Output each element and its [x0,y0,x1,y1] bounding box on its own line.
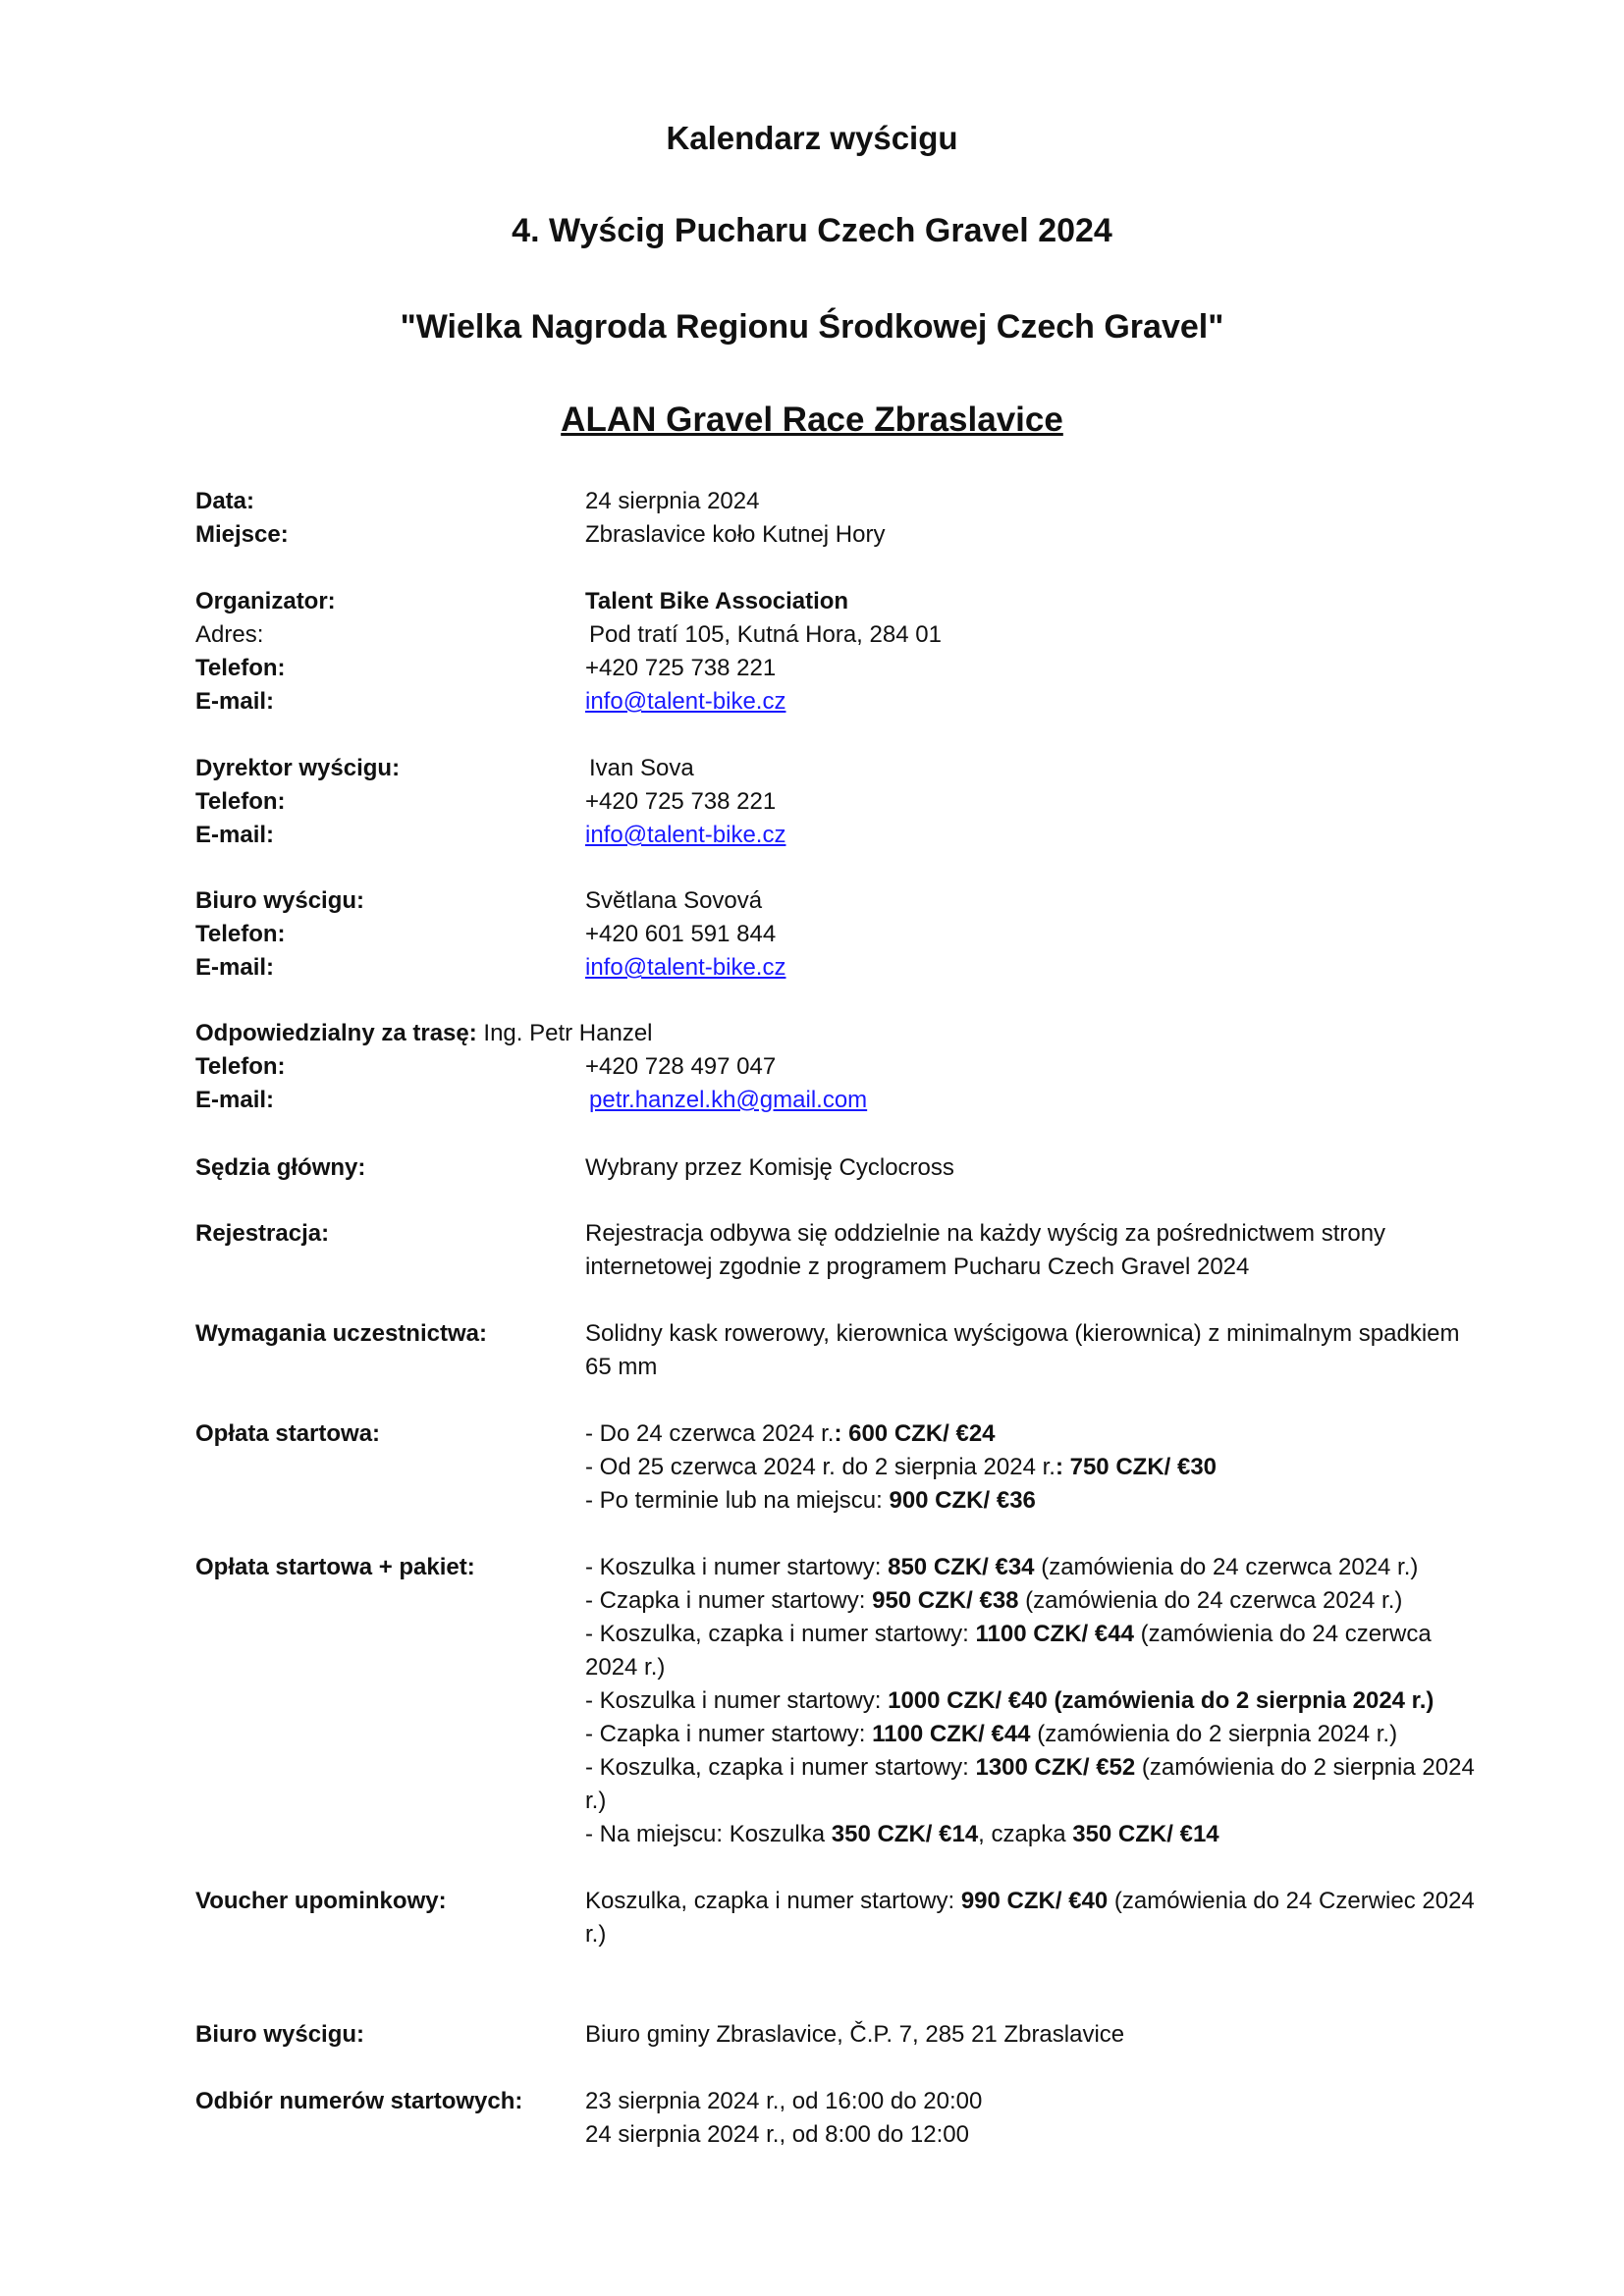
date-label: Data: [195,488,255,514]
voucher-row [195,1885,1501,1951]
office-row [195,884,1501,918]
route-phone-value: +420 728 497 047 [585,1053,777,1080]
pickup-line: 24 sierpnia 2024 r., od 8:00 do 12:00 [585,2121,969,2148]
race-subtitle: "Wielka Nagroda Regionu Środkowej Czech Gravel" [400,308,1224,346]
fee-values [585,1417,1489,1518]
office-value: Světlana Sovová [585,887,763,914]
voucher-section [195,1885,1501,1951]
package-line: - Koszulka i numer startowy: 1000 CZK/ €40 (zamówienia do 2 sierpnia 2024 r.) [585,1687,1435,1714]
route-email-row [195,1084,1501,1117]
document-title: Kalendarz wyścigu [666,120,958,156]
judge-row [195,1151,1501,1185]
voucher-label: Voucher upominkowy: [195,1888,447,1914]
place-label: Miejsce: [195,521,289,548]
office-location-row [195,2018,1501,2052]
organizer-email-label: E-mail: [195,688,275,715]
director-email-label: E-mail: [195,822,275,848]
route-phone-row [195,1050,1501,1084]
organizer-phone-value: +420 725 738 221 [585,655,777,681]
organizer-label: Organizator: [195,588,336,614]
route-email-label: E-mail: [195,1087,275,1113]
package-label: Opłata startowa + pakiet: [195,1554,475,1580]
package-row [195,1551,1501,1851]
package-line: - Koszulka i numer startowy: 850 CZK/ €34 (zamówienia do 24 czerwca 2024 r.) [585,1554,1419,1580]
judge-label: Sędzia główny: [195,1154,366,1181]
package-values [585,1551,1489,1851]
organizer-phone-row [195,652,1501,685]
director-section [195,752,1501,852]
fee-label: Opłata startowa: [195,1420,381,1447]
voucher-value: Koszulka, czapka i numer startowy: 990 CZK/ €40 (zamówienia do 24 Czerwiec 2024 r.) [585,1888,1475,1948]
organizer-row [195,585,1501,618]
fee-line: - Do 24 czerwca 2024 r.: 600 CZK/ €24 [585,1420,996,1447]
organizer-section [195,585,1501,719]
requirements-row [195,1317,1501,1384]
office-phone-row [195,918,1501,951]
pickup-section [195,2085,1501,2152]
date-row [195,485,1501,518]
place-row [195,518,1501,552]
office-location-value: Biuro gminy Zbraslavice, Č.P. 7, 285 21 Zbraslavice [585,2021,1125,2048]
registration-value: Rejestracja odbywa się oddzielnie na każdy wyścig za pośrednictwem strony internetowej zgodnie z programem Pucharu Czech Gravel 2024 [585,1220,1386,1280]
package-line: - Koszulka, czapka i numer startowy: 1300 CZK/ €52 (zamówienia do 2 sierpnia 2024 r.) [585,1754,1475,1814]
race-name: ALAN Gravel Race Zbraslavice [561,400,1063,439]
place-value: Zbraslavice koło Kutnej Hory [585,521,886,548]
address-label: Adres: [195,621,264,648]
pickup-values [585,2085,1489,2152]
requirements-section [195,1317,1501,1384]
fee-row [195,1417,1501,1518]
fee-section [195,1417,1501,1518]
judge-value: Wybrany przez Komisję Cyclocross [585,1154,954,1181]
director-value: Ivan Sova [589,755,694,781]
route-email-link[interactable]: petr.hanzel.kh@gmail.com [589,1087,868,1113]
office-phone-label: Telefon: [195,921,286,947]
director-phone-label: Telefon: [195,788,286,815]
route-value: Ing. Petr Hanzel [483,1020,653,1046]
director-phone-row [195,785,1501,819]
requirements-label: Wymagania uczestnictwa: [195,1320,487,1347]
office-phone-value: +420 601 591 844 [585,921,777,947]
office-location-section [195,2018,1501,2052]
office-section [195,884,1501,985]
basic-info-section [195,485,1501,552]
registration-label: Rejestracja: [195,1220,330,1247]
office-label: Biuro wyścigu: [195,887,365,914]
registration-section [195,1217,1501,1284]
package-line: - Koszulka, czapka i numer startowy: 1100 CZK/ €44 (zamówienia do 24 czerwca 2024 r.) [585,1621,1432,1681]
organizer-email-row [195,685,1501,719]
route-row [195,1017,1501,1050]
route-label: Odpowiedzialny za trasę: [195,1020,477,1046]
route-section [195,1017,1501,1117]
organizer-email-link[interactable]: info@talent-bike.cz [585,688,786,715]
pickup-line: 23 sierpnia 2024 r., od 16:00 do 20:00 [585,2088,983,2114]
office-email-row [195,951,1501,985]
package-section [195,1551,1501,1851]
fee-line: - Od 25 czerwca 2024 r. do 2 sierpnia 2024 r.: 750 CZK/ €30 [585,1454,1218,1480]
office-email-link[interactable]: info@talent-bike.cz [585,954,786,981]
pickup-label: Odbiór numerów startowych: [195,2088,523,2114]
director-email-link[interactable]: info@talent-bike.cz [585,822,786,848]
director-row [195,752,1501,785]
director-email-row [195,819,1501,852]
pickup-row [195,2085,1501,2152]
organizer-value: Talent Bike Association [585,588,849,614]
organizer-phone-label: Telefon: [195,655,286,681]
route-phone-label: Telefon: [195,1053,286,1080]
race-title: 4. Wyścig Pucharu Czech Gravel 2024 [512,212,1112,249]
office-email-label: E-mail: [195,954,275,981]
package-line: - Czapka i numer startowy: 1100 CZK/ €44 (zamówienia do 2 sierpnia 2024 r.) [585,1721,1398,1747]
fee-line: - Po terminie lub na miejscu: 900 CZK/ €36 [585,1487,1036,1514]
requirements-value: Solidny kask rowerowy, kierownica wyścigowa (kierownica) z minimalnym spadkiem 65 mm [585,1320,1460,1380]
package-line: - Czapka i numer startowy: 950 CZK/ €38 (zamówienia do 24 czerwca 2024 r.) [585,1587,1403,1614]
director-label: Dyrektor wyścigu: [195,755,401,781]
judge-section [195,1151,1501,1185]
date-value: 24 sierpnia 2024 [585,488,760,514]
director-phone-value: +420 725 738 221 [585,788,777,815]
address-value: Pod tratí 105, Kutná Hora, 284 01 [589,621,942,648]
address-row [195,618,1501,652]
package-line: - Na miejscu: Koszulka 350 CZK/ €14, czapka 350 CZK/ €14 [585,1821,1219,1847]
registration-row [195,1217,1501,1284]
office-location-label: Biuro wyścigu: [195,2021,365,2048]
